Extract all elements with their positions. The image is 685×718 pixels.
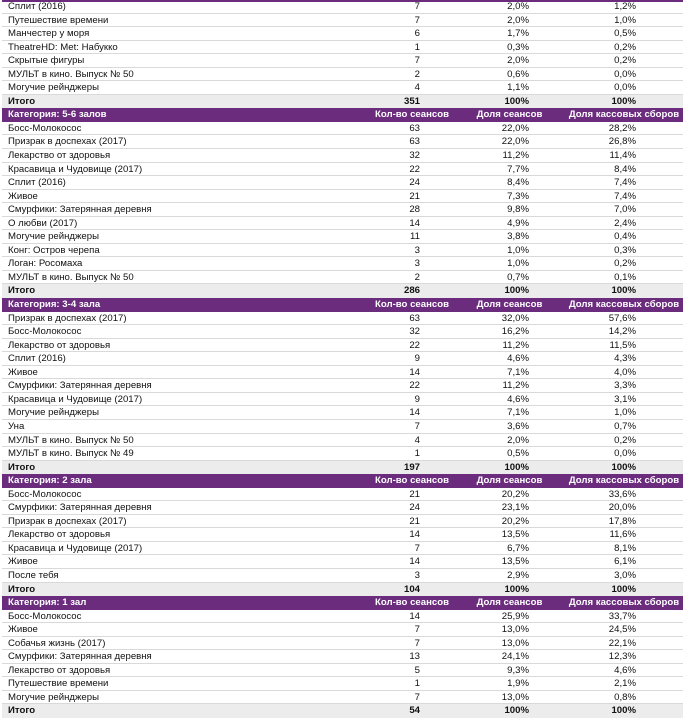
cell-session-share: 20,2% [501, 515, 529, 527]
table-row [2, 163, 683, 177]
cell-box-office-share: 0,2% [614, 55, 636, 67]
cell-session-share: 1,7% [507, 28, 529, 40]
cell-sessions: 1 [414, 41, 420, 53]
cell-title: Путешествие времени [8, 14, 109, 26]
cell-sessions: 21 [409, 488, 420, 500]
cell-session-share: 22,0% [501, 122, 529, 134]
cell-sessions: Кол-во сеансов [375, 475, 449, 487]
cell-session-share: 2,9% [507, 569, 529, 581]
cell-session-share: Доля сеансов [476, 597, 543, 609]
cell-session-share: 1,0% [507, 244, 529, 256]
cell-box-office-share: 100% [611, 583, 636, 595]
cell-sessions: 7 [414, 542, 420, 554]
cell-sessions: 21 [409, 190, 420, 202]
cell-sessions: 63 [409, 136, 420, 148]
cell-box-office-share: 26,8% [608, 136, 636, 148]
cell-title: Босс-Молокосос [8, 610, 82, 622]
cell-session-share: Доля сеансов [476, 299, 543, 311]
cell-title: Итого [8, 583, 36, 595]
cell-session-share: 100% [504, 461, 529, 473]
cell-box-office-share: 7,0% [614, 204, 636, 216]
table-row [2, 41, 683, 55]
cell-box-office-share: 8,1% [614, 542, 636, 554]
cell-session-share: 3,6% [507, 420, 529, 432]
cell-title: Скрытые фигуры [8, 55, 85, 67]
cell-sessions: 7 [414, 55, 420, 67]
cell-session-share: 4,6% [507, 393, 529, 405]
table-row [2, 610, 683, 624]
cell-session-share: 100% [504, 583, 529, 595]
cell-sessions: 4 [414, 434, 420, 446]
cell-sessions: 3 [414, 569, 420, 581]
cell-sessions: 24 [409, 177, 420, 189]
cell-box-office-share: 1,2% [614, 1, 636, 12]
cell-session-share: Доля сеансов [476, 475, 543, 487]
cell-session-share: 4,9% [507, 217, 529, 229]
table-row [2, 434, 683, 448]
table-row [2, 393, 683, 407]
cell-box-office-share: 0,7% [614, 420, 636, 432]
cell-box-office-share: 4,3% [614, 353, 636, 365]
table-row [2, 122, 683, 136]
table-row [2, 447, 683, 461]
cell-box-office-share: 24,5% [608, 624, 636, 636]
cell-box-office-share: 0,2% [614, 41, 636, 53]
table-row [2, 650, 683, 664]
table-row [2, 664, 683, 678]
cell-box-office-share: 0,2% [614, 434, 636, 446]
cell-title: Смурфики: Затерянная деревня [8, 204, 152, 216]
cell-session-share: 16,2% [501, 326, 529, 338]
cell-title: Сплит (2016) [8, 177, 66, 189]
cell-session-share: 20,2% [501, 488, 529, 500]
cell-box-office-share: 0,1% [614, 271, 636, 283]
cell-sessions: 14 [409, 610, 420, 622]
table-row [2, 352, 683, 366]
category-header [2, 596, 683, 610]
cell-session-share: 9,3% [507, 664, 529, 676]
cell-sessions: 7 [414, 1, 420, 12]
cell-session-share: 2,0% [507, 434, 529, 446]
cell-title: Категория: 2 зала [8, 475, 92, 487]
cell-box-office-share: 0,8% [614, 691, 636, 703]
cell-session-share: 13,0% [501, 637, 529, 649]
cell-title: Лекарство от здоровья [8, 150, 111, 162]
table-row [2, 203, 683, 217]
cell-sessions: 7 [414, 420, 420, 432]
cell-session-share: 4,6% [507, 353, 529, 365]
table-row [2, 81, 683, 95]
cell-box-office-share: Доля кассовых сборов [568, 109, 680, 121]
category-header [2, 298, 683, 312]
cell-sessions: 1 [414, 448, 420, 460]
cell-title: Призрак в доспехах (2017) [8, 136, 127, 148]
table-row [2, 379, 683, 393]
table-row [2, 244, 683, 258]
cell-sessions: 7 [414, 637, 420, 649]
cell-title: Босс-Молокосос [8, 488, 82, 500]
cell-box-office-share: 14,2% [608, 326, 636, 338]
table-row [2, 325, 683, 339]
cell-sessions: 14 [409, 217, 420, 229]
table-row [2, 339, 683, 353]
cell-session-share: 1,9% [507, 678, 529, 690]
cell-sessions: 21 [409, 515, 420, 527]
cell-box-office-share: 100% [611, 285, 636, 297]
box-office-table [2, 0, 683, 718]
cell-session-share: 13,0% [501, 691, 529, 703]
cell-box-office-share: 1,0% [614, 14, 636, 26]
table-row [2, 176, 683, 190]
cell-title: МУЛЬТ в кино. Выпуск № 50 [8, 271, 134, 283]
cell-session-share: 11,2% [502, 150, 529, 162]
cell-sessions: 9 [414, 393, 420, 405]
cell-title: Призрак в доспехах (2017) [8, 312, 127, 324]
cell-title: Могучие рейнджеры [8, 407, 100, 419]
cell-title: Итого [8, 285, 36, 297]
cell-box-office-share: 3,1% [614, 393, 636, 405]
table-row [2, 515, 683, 529]
cell-box-office-share: 3,3% [614, 380, 636, 392]
table-row [2, 569, 683, 583]
cell-session-share: 0,6% [507, 68, 529, 80]
cell-title: Итого [8, 705, 36, 717]
cell-box-office-share: Доля кассовых сборов [568, 597, 680, 609]
table-row [2, 623, 683, 637]
cell-session-share: 24,1% [501, 651, 529, 663]
cell-title: Красавица и Чудовище (2017) [8, 393, 143, 405]
total-row [2, 583, 683, 597]
cell-box-office-share: 33,6% [608, 488, 636, 500]
cell-session-share: 2,0% [507, 55, 529, 67]
cell-title: Лекарство от здоровья [8, 339, 111, 351]
cell-box-office-share: 0,4% [614, 231, 636, 243]
cell-sessions: 32 [409, 326, 420, 338]
cell-box-office-share: 7,4% [614, 177, 636, 189]
cell-box-office-share: 100% [611, 95, 636, 107]
cell-box-office-share: 0,3% [614, 244, 636, 256]
cell-title: Конг: Остров черепа [8, 244, 100, 256]
cell-title: Собачья жизнь (2017) [8, 637, 106, 649]
cell-title: Уна [8, 420, 25, 432]
total-row [2, 95, 683, 109]
table-row [2, 501, 683, 515]
cell-title: Путешествие времени [8, 678, 109, 690]
cell-title: Красавица и Чудовище (2017) [8, 542, 143, 554]
cell-sessions: 1 [414, 678, 420, 690]
cell-box-office-share: 2,4% [614, 217, 636, 229]
cell-session-share: 7,1% [507, 407, 529, 419]
cell-session-share: 22,0% [501, 136, 529, 148]
table-row [2, 555, 683, 569]
cell-sessions: 14 [409, 407, 420, 419]
table-row [2, 677, 683, 691]
cell-sessions: 11 [410, 231, 420, 243]
cell-box-office-share: 4,0% [614, 366, 636, 378]
total-row [2, 284, 683, 298]
cell-sessions: 14 [409, 529, 420, 541]
cell-sessions: 28 [409, 204, 420, 216]
cell-title: Живое [8, 366, 38, 378]
cell-sessions: 13 [409, 651, 420, 663]
table-row [2, 312, 683, 326]
cell-box-office-share: 0,2% [614, 258, 636, 270]
cell-session-share: 0,5% [507, 448, 529, 460]
table-row [2, 271, 683, 285]
cell-title: Живое [8, 190, 38, 202]
cell-sessions: 63 [409, 312, 420, 324]
cell-sessions: Кол-во сеансов [375, 299, 449, 311]
cell-sessions: 14 [409, 556, 420, 568]
cell-title: Лекарство от здоровья [8, 529, 111, 541]
cell-title: Логан: Росомаха [8, 258, 83, 270]
cell-session-share: 6,7% [507, 542, 529, 554]
cell-sessions: 63 [409, 122, 420, 134]
table-row [2, 135, 683, 149]
table-row [2, 637, 683, 651]
cell-title: Смурфики: Затерянная деревня [8, 651, 152, 663]
cell-title: Могучие рейнджеры [8, 82, 100, 94]
table-row [2, 366, 683, 380]
cell-sessions: Кол-во сеансов [375, 597, 449, 609]
cell-title: Категория: 5-6 залов [8, 109, 107, 121]
cell-title: Босс-Молокосос [8, 122, 82, 134]
table-row [2, 217, 683, 231]
cell-box-office-share: Доля кассовых сборов [568, 475, 680, 487]
cell-box-office-share: 0,0% [614, 448, 636, 460]
cell-box-office-share: 0,0% [614, 68, 636, 80]
cell-session-share: 100% [504, 95, 529, 107]
cell-session-share: 7,1% [507, 366, 529, 378]
table-row [2, 0, 683, 14]
cell-title: Призрак в доспехах (2017) [8, 515, 127, 527]
cell-sessions: Кол-во сеансов [375, 109, 449, 121]
cell-sessions: 2 [414, 68, 420, 80]
cell-box-office-share: 57,6% [608, 312, 636, 324]
cell-session-share: 23,1% [501, 502, 529, 514]
cell-session-share: 13,5% [501, 556, 529, 568]
cell-sessions: 197 [403, 461, 420, 473]
cell-sessions: 32 [409, 150, 420, 162]
cell-sessions: 14 [409, 366, 420, 378]
cell-session-share: 7,3% [507, 190, 529, 202]
cell-title: Лекарство от здоровья [8, 664, 111, 676]
total-row [2, 461, 683, 475]
cell-session-share: 11,2% [502, 339, 529, 351]
cell-session-share: 2,0% [507, 14, 529, 26]
cell-sessions: 4 [414, 82, 420, 94]
cell-box-office-share: 8,4% [614, 163, 636, 175]
cell-title: Категория: 3-4 зала [8, 299, 101, 311]
cell-box-office-share: 1,0% [614, 407, 636, 419]
table-row [2, 149, 683, 163]
table-row [2, 54, 683, 68]
cell-sessions: 22 [409, 339, 420, 351]
cell-title: МУЛЬТ в кино. Выпуск № 50 [8, 68, 134, 80]
cell-title: Манчестер у моря [8, 28, 90, 40]
cell-box-office-share: 6,1% [614, 556, 636, 568]
cell-title: Итого [8, 95, 36, 107]
cell-sessions: 22 [409, 163, 420, 175]
table-row [2, 691, 683, 705]
cell-sessions: 2 [414, 271, 420, 283]
cell-session-share: 3,8% [507, 231, 529, 243]
table-row [2, 14, 683, 28]
cell-title: МУЛЬТ в кино. Выпуск № 50 [8, 434, 134, 446]
cell-box-office-share: 17,8% [608, 515, 636, 527]
cell-session-share: 11,2% [502, 380, 529, 392]
table-row [2, 230, 683, 244]
cell-title: После тебя [8, 569, 59, 581]
cell-title: Смурфики: Затерянная деревня [8, 502, 152, 514]
cell-sessions: 22 [409, 380, 420, 392]
cell-session-share: 8,4% [507, 177, 529, 189]
cell-sessions: 9 [414, 353, 420, 365]
cell-title: Красавица и Чудовище (2017) [8, 163, 143, 175]
table-row [2, 528, 683, 542]
cell-box-office-share: 7,4% [614, 190, 636, 202]
category-header [2, 474, 683, 488]
cell-session-share: 32,0% [501, 312, 529, 324]
cell-session-share: 0,7% [507, 271, 529, 283]
cell-title: Сплит (2016) [8, 1, 66, 12]
cell-title: Могучие рейнджеры [8, 231, 100, 243]
cell-box-office-share: 2,1% [614, 678, 636, 690]
table-row [2, 488, 683, 502]
cell-title: Итого [8, 461, 36, 473]
cell-sessions: 7 [414, 691, 420, 703]
cell-session-share: 9,8% [507, 204, 529, 216]
cell-box-office-share: 20,0% [608, 502, 636, 514]
cell-box-office-share: 3,0% [614, 569, 636, 581]
table-row [2, 542, 683, 556]
cell-box-office-share: 11,6% [609, 529, 636, 541]
cell-title: Живое [8, 624, 38, 636]
table-row [2, 68, 683, 82]
cell-box-office-share: 0,0% [614, 82, 636, 94]
cell-sessions: 54 [409, 705, 420, 717]
cell-box-office-share: 4,6% [614, 664, 636, 676]
cell-box-office-share: 12,3% [608, 651, 636, 663]
table-row [2, 190, 683, 204]
cell-sessions: 104 [403, 583, 420, 595]
cell-box-office-share: 22,1% [608, 637, 636, 649]
cell-sessions: 3 [414, 244, 420, 256]
cell-title: Сплит (2016) [8, 353, 66, 365]
cell-box-office-share: 11,5% [609, 339, 636, 351]
cell-session-share: 7,7% [507, 163, 529, 175]
cell-sessions: 286 [403, 285, 420, 297]
cell-session-share: 25,9% [501, 610, 529, 622]
table-row [2, 27, 683, 41]
cell-box-office-share: 33,7% [608, 610, 636, 622]
cell-sessions: 351 [403, 95, 420, 107]
cell-session-share: Доля сеансов [476, 109, 543, 121]
cell-title: Босс-Молокосос [8, 326, 82, 338]
cell-box-office-share: 100% [611, 461, 636, 473]
cell-title: О любви (2017) [8, 217, 78, 229]
cell-sessions: 3 [414, 258, 420, 270]
cell-session-share: 100% [504, 705, 529, 717]
cell-session-share: 13,5% [501, 529, 529, 541]
cell-title: Живое [8, 556, 38, 568]
cell-sessions: 6 [414, 28, 420, 40]
cell-box-office-share: 100% [611, 705, 636, 717]
cell-box-office-share: 0,5% [614, 28, 636, 40]
cell-title: Смурфики: Затерянная деревня [8, 380, 152, 392]
cell-session-share: 100% [504, 285, 529, 297]
cell-title: МУЛЬТ в кино. Выпуск № 49 [8, 448, 134, 460]
cell-box-office-share: 28,2% [608, 122, 636, 134]
cell-session-share: 1,1% [507, 82, 529, 94]
table-row [2, 257, 683, 271]
cell-session-share: 2,0% [507, 1, 529, 12]
cell-sessions: 24 [409, 502, 420, 514]
cell-session-share: 13,0% [501, 624, 529, 636]
cell-box-office-share: Доля кассовых сборов [568, 299, 680, 311]
cell-title: Категория: 1 зал [8, 597, 87, 609]
table-row [2, 406, 683, 420]
cell-sessions: 7 [414, 14, 420, 26]
cell-box-office-share: 11,4% [609, 150, 636, 162]
cell-sessions: 7 [414, 624, 420, 636]
category-header [2, 108, 683, 122]
cell-title: Могучие рейнджеры [8, 691, 100, 703]
cell-session-share: 1,0% [507, 258, 529, 270]
cell-sessions: 5 [414, 664, 420, 676]
table-row [2, 420, 683, 434]
cell-session-share: 0,3% [507, 41, 529, 53]
cell-title: TheatreHD: Met: Набукко [8, 41, 118, 53]
